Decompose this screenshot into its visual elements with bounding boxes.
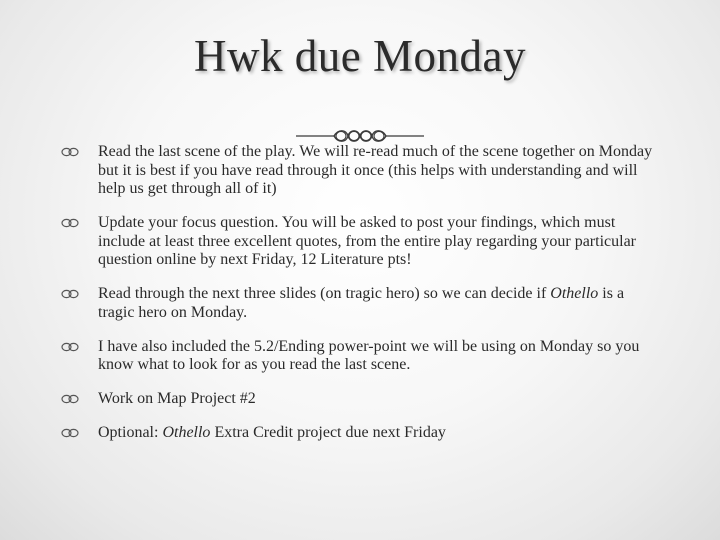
list-item (60, 143, 660, 199)
list-item-text (98, 285, 624, 321)
interlinked-rings-bullet-icon (60, 427, 80, 439)
homework-list (60, 143, 660, 458)
text-segment: Read through the next three slides (on tragic hero) so we can decide if (98, 285, 551, 302)
list-item (60, 390, 660, 409)
text-segment: is a tragic hero on Monday. (98, 285, 625, 321)
list-item-text: Update your focus question. You will be asked to post your findings, which must include at least three excellent quotes, from the entire play regarding your particular question online by next Friday, 12 Literature pts! (98, 214, 636, 268)
list-item (60, 285, 660, 322)
text-segment: Optional: (98, 424, 163, 441)
list-item (60, 338, 660, 375)
list-item-text: Read the last scene of the play. We will re-read much of the scene together on Monday but it is best if you have read through it once (this helps with understanding and will help us get through all of it) (98, 143, 653, 197)
interlinked-rings-bullet-icon (60, 288, 80, 300)
title-emphasis: Othello (162, 424, 211, 441)
list-item-text: I have also included the 5.2/Ending power-point we will be using on Monday so you know what to look for as you read the last scene. (98, 337, 640, 373)
interlinked-rings-bullet-icon (60, 217, 80, 229)
slide-title: Hwk due Monday (194, 31, 526, 81)
interlinked-rings-bullet-icon (60, 146, 80, 158)
interlinked-rings-bullet-icon (60, 341, 80, 353)
title-emphasis: Othello (550, 285, 599, 302)
list-item-text: Work on Map Project #2 (98, 390, 256, 407)
list-item-text (98, 424, 446, 441)
text-segment: Extra Credit project due next Friday (210, 424, 446, 441)
list-item (60, 214, 660, 270)
interlinked-rings-bullet-icon (60, 393, 80, 405)
list-item (60, 424, 660, 443)
